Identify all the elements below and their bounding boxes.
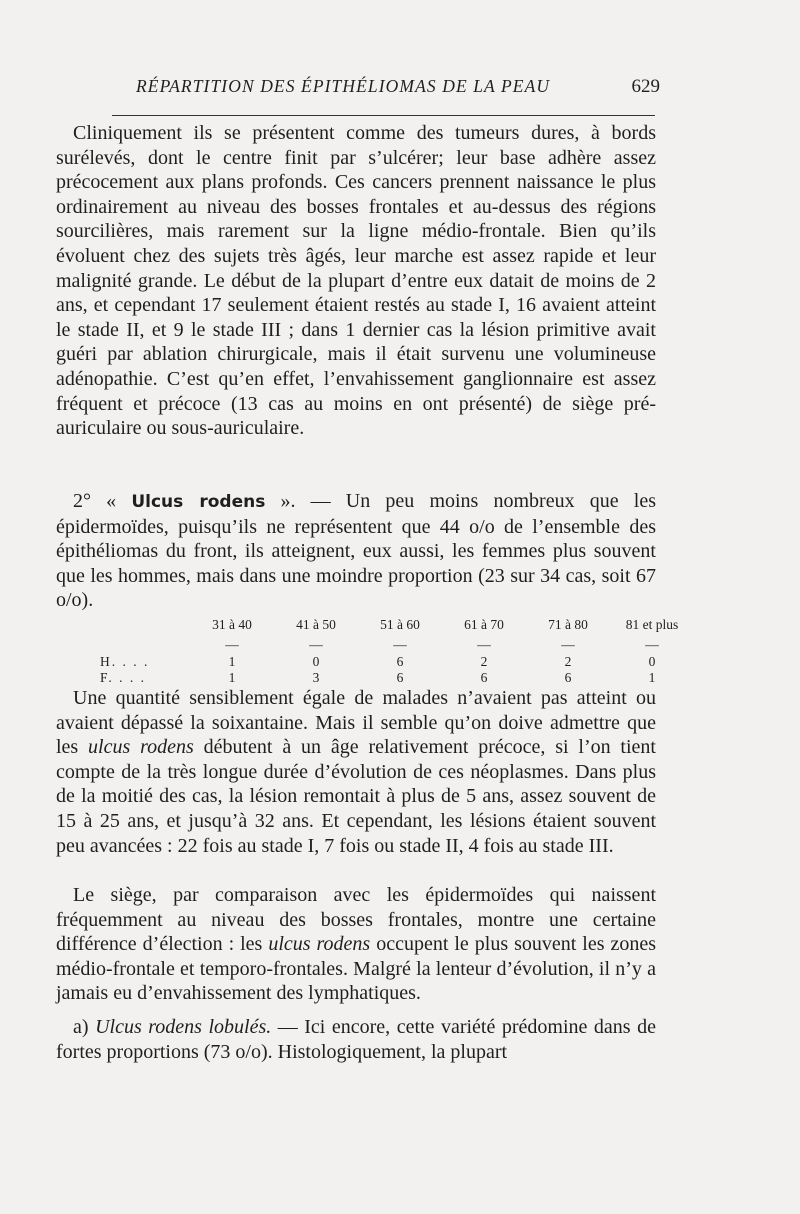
column-dash: — [225,637,239,652]
paragraph-4 [56,883,656,1006]
row-label: F. . . . [100,670,147,685]
table-cell: 1 [228,654,236,669]
column-header: 41 à 50 [296,617,336,632]
column-header: 71 à 80 [548,617,588,632]
table-cell: 2 [480,654,488,669]
paragraph-1: Cliniquement ils se présentent comme des tumeurs dures, à bords surélevés, dont le centre finit par s’ulcérer; leur base adhère assez précocement aux plans profonds. Ces cancers prennent naissance le plus ordinairement au niveau des bosses frontales et au-dessus des régions sourcilières, mais rarement sur la ligne médio-frontale. Bien qu’ils évoluent chez des sujets très âgés, leur marche est assez rapide et leur malignité grande. Le début de la plupart d’entre eux datait de moins de 2 ans, et cependant 17 seulement étaient restés au stade I, 16 avaient atteint le stade II, et 9 le stade III ; dans 1 dernier cas la lésion primitive avait guéri par ablation chirurgicale, mais il était survenu une volumineuse adénopathie. C’est qu’en effet, l’envahissement ganglionnaire est assez fréquent et précoce (13 cas au moins en ont présenté) de siège pré-auriculaire ou sous-auriculaire. [56,122,656,440]
paragraph-3-part-a: Une quantité sensiblement égale de malades n’avaient pas atteint ou avaient dépassé la soixantaine. Mais il semble qu’on doive admettre que les [56,687,656,759]
table-header-row [100,614,694,636]
column-header: 81 et plus [625,617,679,632]
paragraph-ulcus-rodens [56,489,656,613]
section-heading-ulcus-rodens: Ulcus rodens [131,492,266,512]
table-cell: 0 [648,654,656,669]
column-dash: — [645,637,659,652]
column-dash: — [393,637,407,652]
age-distribution-table [100,614,694,686]
paragraph-4-italic: ulcus rodens [268,933,371,956]
table-cell: 0 [312,654,320,669]
table-cell: 6 [396,654,404,669]
table-row-hommes [100,654,694,670]
table-row-femmes [100,670,694,686]
subsection-heading-lobules: Ulcus rodens lobulés. [95,1016,272,1038]
header-rule [112,115,655,116]
column-header: 51 à 60 [380,617,420,632]
column-dash: — [561,637,575,652]
table-cell: 1 [228,670,236,685]
table-cell: 2 [564,654,572,669]
paragraph-3-italic: ulcus rodens [88,736,194,759]
row-label: H. . . . [100,654,150,669]
running-title: RÉPARTITION DES ÉPITHÉLIOMAS DE LA PEAU [136,76,551,96]
paragraph-4-part-a: Le siège, par comparaison avec les épidermoïdes qui naissent fréquemment au niveau des bosses frontales, montre une certaine différence d’élection : les [56,884,656,956]
paragraph-2-body: ». — Un peu moins nombreux que les épidermoïdes, puisqu’ils ne représentent que 44 o/o de l’ensemble des épithéliomas du front, ils atteignent, eux aussi, les femmes plus souvent que les hommes, mais dans une moindre proportion (23 sur 34 cas, soit 67 o/o). [56,490,657,612]
table-cell: 6 [480,670,488,685]
table-cell: 3 [312,670,320,685]
paragraph-3-part-c: débutent à un âge relativement précoce, si l’on tient compte de la très longue durée d’évolution de ces néoplasmes. Dans plus de la moitié des cas, la lésion remontait à plus de 5 ans, assez souvent de 15 à 25 ans, et jusqu’à 32 ans. Et cependant, les lésions étaient souvent peu avancées : 22 fois au stade I, 7 fois ou stade II, 4 fois au stade III. [56,736,656,857]
column-header: 61 à 70 [464,617,504,632]
paragraph-2-lead: 2° « [73,490,132,512]
paragraph-5-body: — Ici encore, cette variété prédomine dans de fortes proportions (73 o/o). Histologiquement, la plupart [56,1016,656,1063]
column-header: 31 à 40 [212,617,252,632]
page-number: 629 [631,76,660,97]
column-dash: — [477,637,491,652]
table-cell: 6 [396,670,404,685]
paragraph-3 [56,686,656,858]
table-dash-row [100,636,694,654]
table-cell: 1 [648,670,656,685]
page-header [108,76,660,98]
paragraph-5 [56,1015,656,1064]
table-cell: 6 [564,670,572,685]
paragraph-5-marker: a) [73,1016,96,1038]
paragraph-4-part-c: occupent le plus souvent les zones médio-frontale et temporo-frontales. Malgré la lenteur d’évolution, il n’y a jamais eu d’envahissement des lymphatiques. [56,933,657,1005]
column-dash: — [309,637,323,652]
